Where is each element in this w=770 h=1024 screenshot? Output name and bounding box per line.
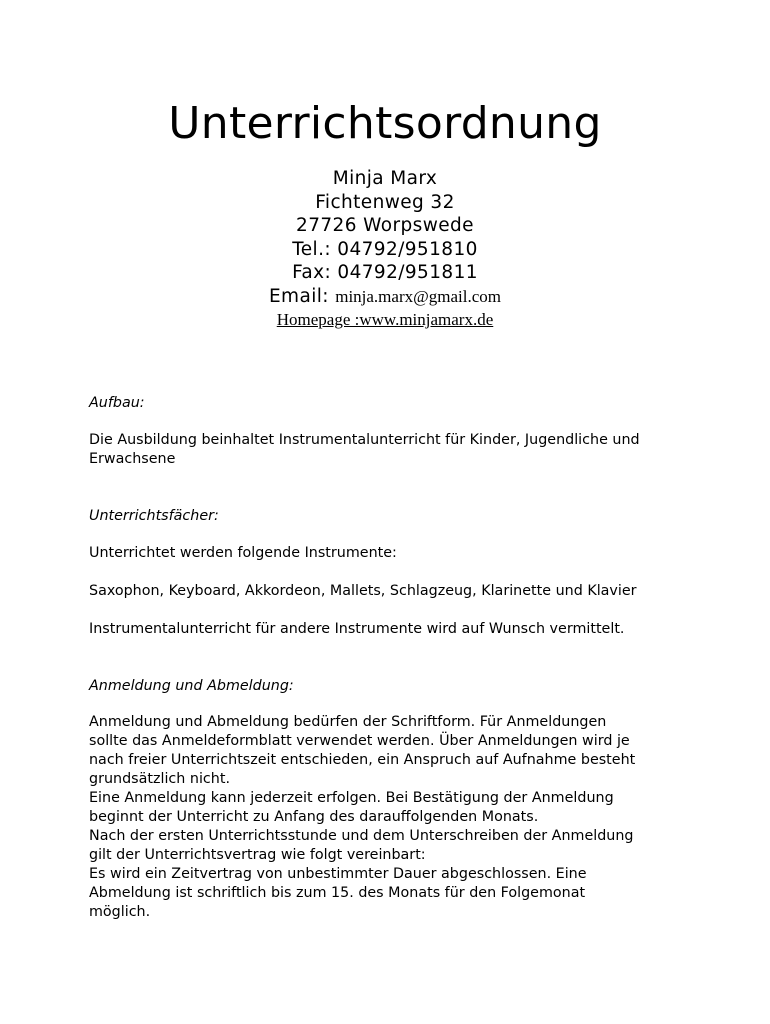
faecher-instruments: Saxophon, Keyboard, Akkordeon, Mallets, Schlagzeug, Klarinette und Klavier	[89, 583, 637, 599]
section-heading-aufbau: Aufbau:	[89, 395, 145, 411]
contact-email-label: Email:	[268, 285, 329, 307]
contact-block	[0, 167, 770, 332]
faecher-intro: Unterrichtet werden folgende Instrumente:	[89, 545, 397, 561]
paragraph-line: nach freier Unterrichtszeit entschieden, ein Anspruch auf Aufnahme besteht	[89, 752, 636, 768]
paragraph-line: grundsätzlich nicht.	[89, 771, 230, 787]
paragraph-line: gilt der Unterrichtsvertrag wie folgt vereinbart:	[89, 847, 426, 863]
paragraph-line: Nach der ersten Unterrichtsstunde und dem Unterschreiben der Anmeldung	[89, 828, 634, 844]
document-title: Unterrichtsordnung	[168, 98, 602, 149]
section-faecher	[89, 507, 709, 526]
contact-fax: Fax: 04792/951811	[292, 262, 478, 283]
section-aufbau	[89, 394, 709, 413]
paragraph-line: Eine Anmeldung kann jederzeit erfolgen. Bei Bestätigung der Anmeldung	[89, 790, 614, 806]
contact-street: Fichtenweg 32	[315, 191, 455, 213]
paragraph-line: Abmeldung ist schriftlich bis zum 15. des Monats für den Folgemonat	[89, 885, 586, 901]
paragraph-line: sollte das Anmeldeformblatt verwendet werden. Über Anmeldungen wird je	[89, 733, 630, 749]
contact-city: 27726 Worpswede	[296, 215, 474, 236]
anmeldung-paragraph	[89, 713, 709, 922]
paragraph-line: beginnt der Unterricht zu Anfang des darauffolgenden Monats.	[89, 809, 539, 825]
faecher-note: Instrumentalunterricht für andere Instrumente wird auf Wunsch vermittelt.	[89, 621, 625, 637]
contact-tel: Tel.: 04792/951810	[292, 238, 478, 260]
paragraph-line: möglich.	[89, 904, 151, 920]
contact-email-line	[0, 285, 770, 309]
contact-name: Minja Marx	[332, 168, 438, 189]
section-heading-faecher: Unterrichtsfächer:	[89, 508, 219, 524]
paragraph-line: Die Ausbildung beinhaltet Instrumentalunterricht für Kinder, Jugendliche und	[89, 432, 640, 448]
paragraph-line: Es wird ein Zeitvertrag von unbestimmter Dauer abgeschlossen. Eine	[89, 866, 587, 882]
contact-homepage-link[interactable]: Homepage :www.minjamarx.de	[276, 310, 494, 329]
section-heading-anmeldung: Anmeldung und Abmeldung:	[89, 678, 294, 694]
paragraph-line: Anmeldung und Abmeldung bedürfen der Schriftform. Für Anmeldungen	[89, 714, 607, 730]
contact-email-value[interactable]: minja.marx@gmail.com	[335, 286, 502, 306]
paragraph-line: Erwachsene	[89, 451, 176, 467]
section-anmeldung	[89, 677, 709, 696]
aufbau-paragraph	[89, 431, 709, 469]
